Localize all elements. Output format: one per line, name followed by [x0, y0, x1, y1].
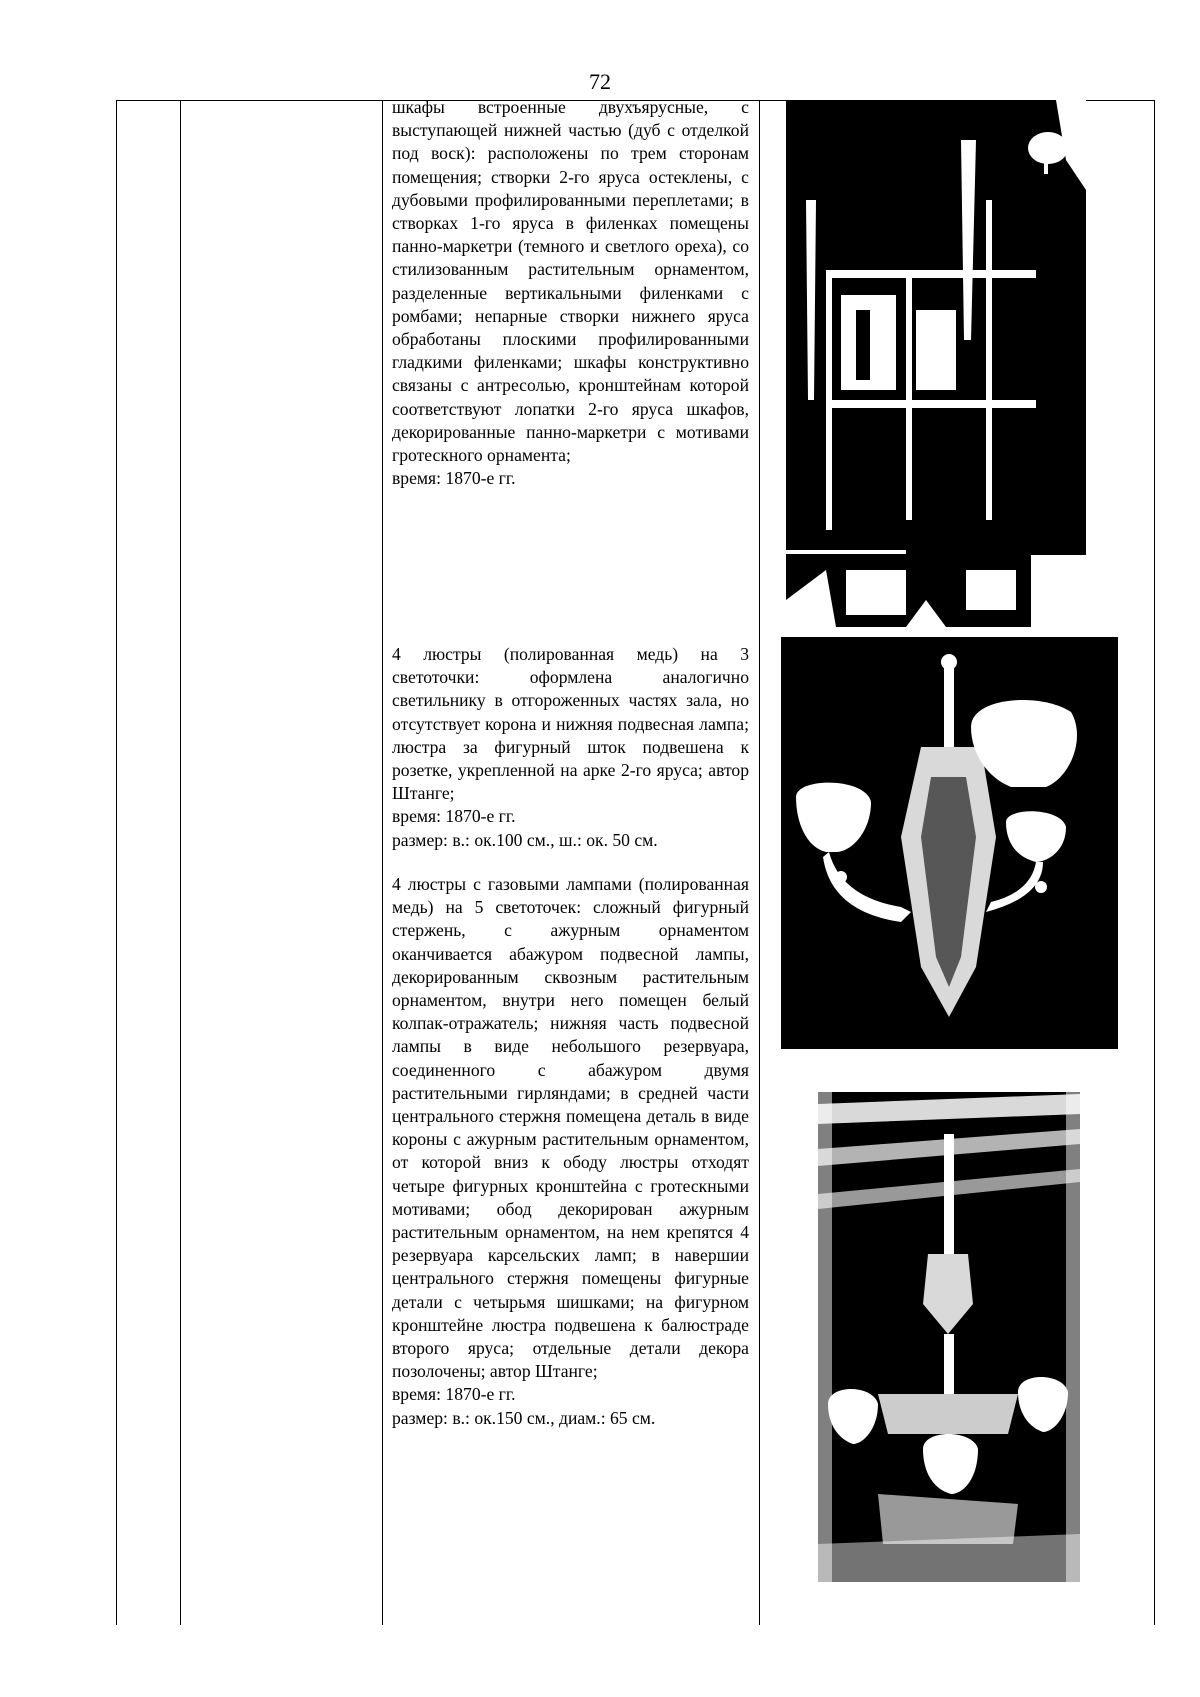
- table-column-border: [382, 100, 383, 1625]
- entry-time: время: 1870-е гг.: [392, 468, 516, 489]
- bookcases-photo: [786, 100, 1086, 627]
- entry-description: 4 люстры с газовыми лампами (полированная медь) на 5 светоточек: сложный фигурный стержень, с ажурным орнаментом оканчивается абажуром подвесной лампы, декорированным сквозным растительным орнаментом, внутри него помещен белый колпак-отражатель; нижняя часть подвесной лампы в виде небольшого резервуара, соединенного с абажуром двумя растительными гирляндами; в средней части центрального стержня помещена деталь в виде короны с ажурным растительным орнаментом, от которой вниз к ободу люстры отходят четыре фигурных кронштейна с гротескными мотивами; обод декорирован ажурным растительным орнаментом, на нем крепятся 4 резервуара карсельских ламп; в навершии центрального стержня помещены фигурные детали с четырьмя шишками; на фигурном кронштейне люстра подвешена к балюстраде второго яруса; отдельные детали декора позолочены; автор Штанге;: [392, 874, 749, 1382]
- table-column-border: [180, 100, 181, 1625]
- table-column-border: [759, 100, 760, 1625]
- page-number: 72: [589, 69, 611, 94]
- entry-bookcases: [392, 96, 749, 490]
- entry-description: шкафы встроенные двухъярусные, с выступающей нижней частью (дуб с отделкой под воск): расположены по трем сторонам помещения; створки 2-го яруса остеклены, с дубовыми профилированными переплетами; в створках 1-го яруса в филенках помещены панно-маркетри (темного и светлого ореха), со стилизованным растительным орнаментом, разделенные вертикальными филенками с ромбами; непарные створки нижнего яруса обработаны плоскими профилированными гладкими филенками; шкафы конструктивно связаны с антресолью, кронштейнам которой соответствуют лопатки 2-го яруса шкафов, декорированные панно-маркетри с мотивами гротескного орнамента;: [392, 97, 749, 466]
- chandelier-5-lights-photo: [818, 1074, 1080, 1582]
- chandelier-3-lights-photo: [781, 637, 1118, 1049]
- table-column-border: [116, 100, 117, 1625]
- entry-chandelier-3: [392, 643, 749, 852]
- entry-time: время: 1870-е гг.: [392, 806, 516, 827]
- table-column-border: [1154, 100, 1155, 1625]
- entry-time: время: 1870-е гг.: [392, 1384, 516, 1405]
- entry-chandelier-5: [392, 873, 749, 1430]
- entry-description: 4 люстры (полированная медь) на 3 светоточки: оформлена аналогично светильнику в отгороженных частях зала, но отсутствует корона и нижняя подвесная лампа; люстра за фигурный шток подвешена к розетке, укрепленной на арке 2-го яруса; автор Штанге;: [392, 644, 749, 804]
- entry-size: размер: в.: ок.150 см., диам.: 65 см.: [392, 1407, 656, 1428]
- entry-size: размер: в.: ок.100 см., ш.: ок. 50 см.: [392, 829, 658, 850]
